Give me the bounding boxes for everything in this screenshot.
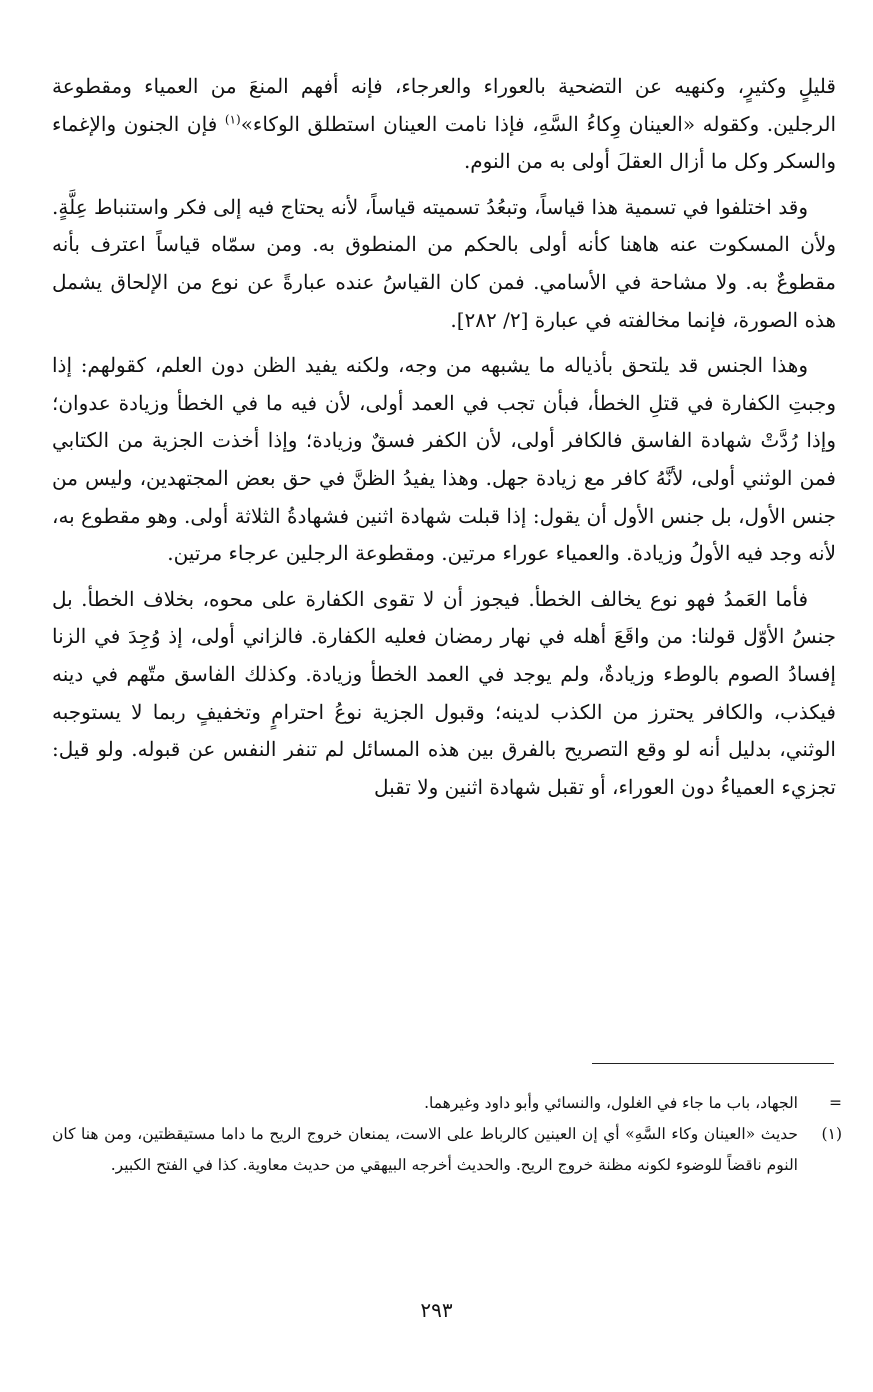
footnote-text: الجهاد، باب ما جاء في الغلول، والنسائي وأبو داود وغيرهما.	[424, 1094, 798, 1112]
paragraph-1-text: قليلٍ وكثيرٍ، وكنهيه عن التضحية بالعوراء والعرجاء، فإنه أفهم المنعَ من العمياء ومقطوعة الرجلين. وكقوله «العينان وِكاءُ السَّهِ، فإذا نامت العينان استطلق الوكاء»	[52, 74, 836, 136]
main-text	[52, 68, 836, 806]
footnote-divider	[592, 1063, 834, 1064]
footnote-1	[52, 1119, 842, 1181]
paragraph-4: فأما العَمدُ فهو نوع يخالف الخطأ. فيجوز أن لا تقوى الكفارة على محوه، بخلاف الخطأ. بل جنسُ الأوّل قولنا: من واقَعَ أهله في نهار رمضان فعليه الكفارة. فالزاني أولى، إذ وُجِدَ في الزنا إفسادُ الصوم بالوطء وزيادةٌ، ولم يوجد في العمد الخطأ وزيادة. وكذلك الفاسق متّهم في دينه فيكذب، والكافر يحترز من الكذب لدينه؛ وقبول الجزية نوعُ احترامٍ وتخفيفٍ ربما لا يستوجبه الوثني، بدليل أنه لو وقع التصريح بالفرق بين هذه المسائل لم تنفر النفس عن قبوله. ولو قيل: تجزيء العمياءُ دون العوراء، أو تقبل شهادة اثنين ولا تقبل	[52, 586, 836, 799]
footnote-mark: =	[829, 1094, 842, 1112]
footnote-ref-1[interactable]: (١)	[224, 111, 241, 126]
paragraph-3: وهذا الجنس قد يلتحق بأذياله ما يشبهه من وجه، ولكنه يفيد الظن دون العلم، كقولهم: إذا وجبتِ الكفارة في قتلِ الخطأ، فبأن تجب في العمد أولى، لأن فيه ما في الخطأ وزيادة عدوان؛ وإذا رُدَّتْ شهادة الفاسق فالكافر أولى، لأن الكفر فسقٌ وزيادة؛ وإذا أخذت الجزية من الكتابي فمن الوثني أولى، لأنَّهُ كافر مع زيادة جهل. وهذا يفيدُ الظنَّ في حق بعض المجتهدين، وليس من جنس الأول، بل جنس الأول أن يقول: إذا قبلت شهادة اثنين فشهادةُ الثلاثة أولى. وهو مقطوع به، لأنه وجد فيه الأولُ وزيادة. والعمياء عوراء مرتين. ومقطوعة الرجلين عرجاء مرتين.	[52, 353, 836, 566]
paragraph-1	[52, 68, 836, 181]
footnote-mark: (١)	[821, 1125, 842, 1143]
footnotes	[52, 1088, 842, 1181]
page-number: ٢٩٣	[420, 1298, 453, 1322]
paragraph-1-tail: فإن الجنون والإغماء والسكر وكل ما أزال العقلَ أولى به من النوم.	[52, 111, 836, 174]
paragraph-2: وقد اختلفوا في تسمية هذا قياساً، وتبعُدُ تسميته قياساً، لأنه يحتاج فيه إلى فكر واستنباط عِلَّةٍ. ولأن المسكوت عنه هاهنا كأنه أولى بالحكم من المنطوق به. ومن سمّاه قياساً اعترف بأنه مقطوعٌ به. ولا مشاحة في الأسامي. فمن كان القياسُ عنده عبارةً عن نوع من الإلحاق يشمل هذه الصورة، فإنما مخالفته في عبارة [٢/ ٢٨٢].	[52, 194, 836, 332]
footnote-text: حديث «العينان وكاء السَّهِ» أي إن العينين كالرباط على الاست، يمنعان خروج الريح ما داما مستيقظتين، ومن هنا كان النوم ناقضاً للوضوء لكونه مظنة خروج الريح. والحديث أخرجه البيهقي من حديث معاوية. كذا في الفتح الكبير.	[52, 1125, 798, 1174]
footnote-continuation	[52, 1088, 842, 1119]
